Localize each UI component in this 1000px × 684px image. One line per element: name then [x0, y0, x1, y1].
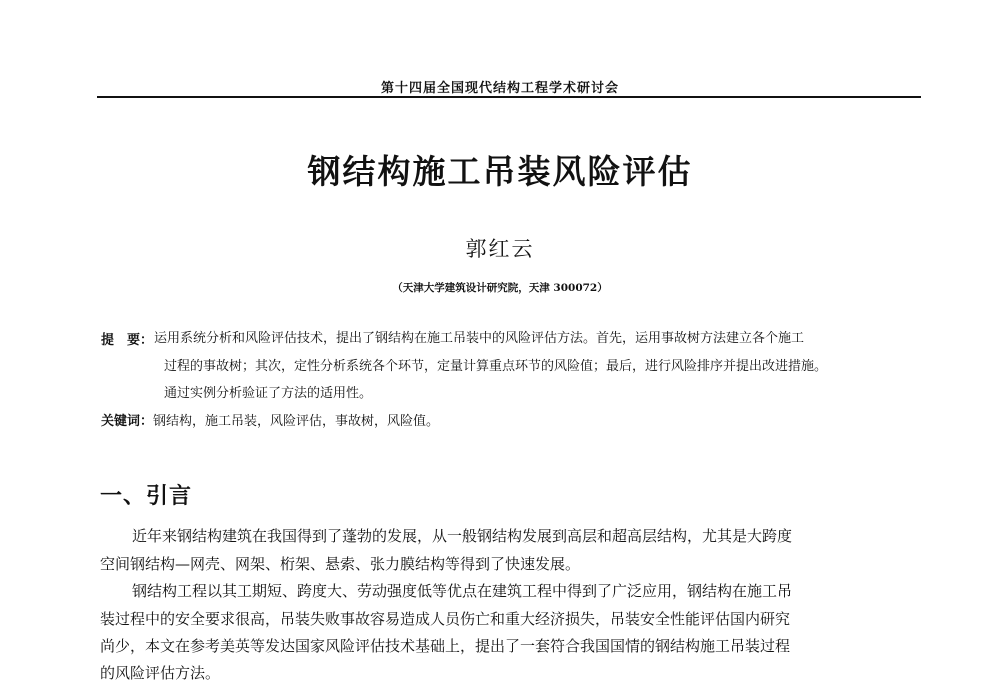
abstract-line: 运用系统分析和风险评估技术，提出了钢结构在施工吊装中的风险评估方法。首先，运用事故树方法建立各个施工 [154, 331, 805, 346]
abstract-label-char1: 提 [101, 333, 115, 348]
abstract-line: 过程的事故树；其次，定性分析系统各个环节，定量计算重点环节的风险值；最后，进行风险排序并提出改进措施。 [164, 359, 828, 374]
body-text-line: 装过程中的安全要求很高，吊装失败事故容易造成人员伤亡和重大经济损失，吊装安全性能评估国内研究 [100, 610, 791, 628]
body-text-line: 钢结构工程以其工期短、跨度大、劳动强度低等优点在建筑工程中得到了广泛应用，钢结构在施工吊 [132, 582, 793, 600]
author-affiliation: （天津大学建筑设计研究院，天津 300072） [392, 282, 608, 294]
abstract-label-char2: 要： [127, 333, 154, 348]
keywords-text: 钢结构，施工吊装，风险评估，事故树，风险值。 [153, 414, 440, 429]
body-text-line: 的风险评估方法。 [100, 664, 221, 682]
author-name: 郭红云 [465, 237, 535, 261]
paper-title: 钢结构施工吊装风险评估 [307, 152, 693, 191]
section-heading: 一、引言 [100, 484, 193, 509]
abstract-label [101, 329, 153, 348]
header-rule [97, 96, 921, 98]
body-text-line: 近年来钢结构建筑在我国得到了蓬勃的发展，从一般钢结构发展到高层和超高层结构，尤其是大跨度 [132, 527, 793, 545]
body-text-line: 尚少，本文在参考美英等发达国家风险评估技术基础上，提出了一套符合我国国情的钢结构施工吊装过程 [100, 637, 791, 655]
keywords [101, 414, 439, 430]
running-header: 第十四届全国现代结构工程学术研讨会 [380, 81, 619, 96]
keywords-label: 关键词： [101, 414, 154, 429]
body-text-line: 空间钢结构—网壳、网架、桁架、悬索、张力膜结构等得到了快速发展。 [100, 555, 581, 573]
abstract-line: 通过实例分析验证了方法的适用性。 [164, 386, 373, 401]
